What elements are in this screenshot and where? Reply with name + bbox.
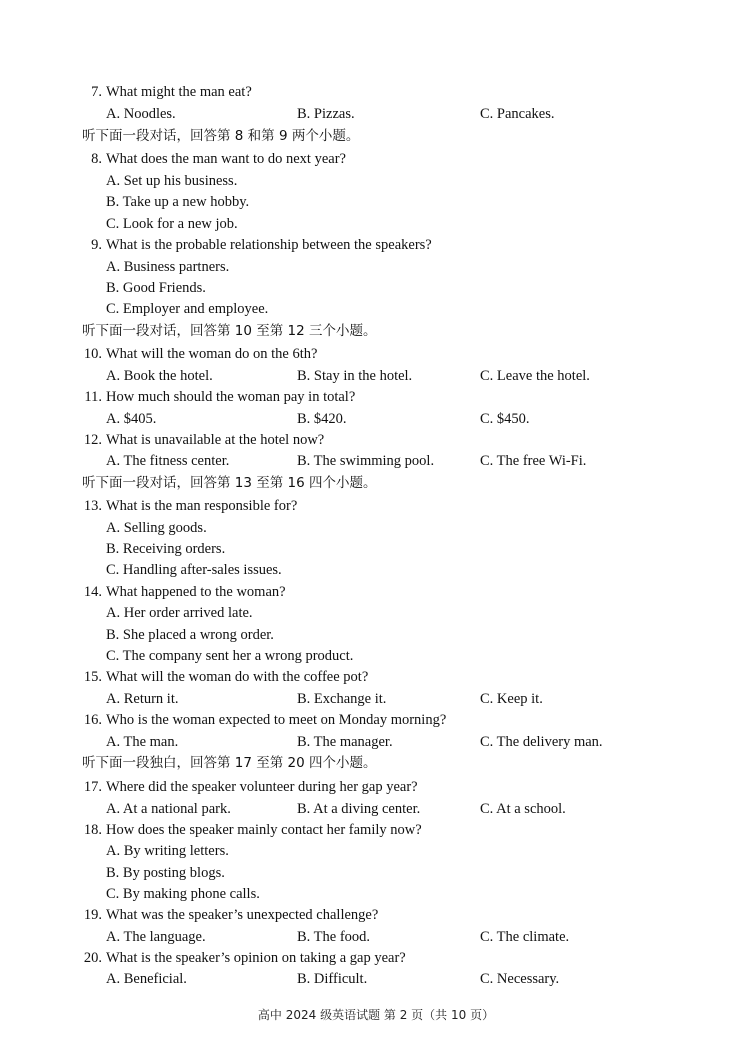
option-a: A. By writing letters. <box>106 843 229 859</box>
question-7 <box>0 81 752 103</box>
option-row <box>0 602 752 624</box>
question-number: 17. <box>83 779 102 795</box>
option-row <box>0 256 752 278</box>
section-instruction-text: 听下面一段对话，回答第 8 和第 9 两个小题。 <box>82 128 360 144</box>
question-16 <box>0 709 752 731</box>
option-b: B. The food. <box>297 929 371 945</box>
section-instruction-text: 听下面一段对话，回答第 10 至第 12 三个小题。 <box>82 323 377 339</box>
question-14 <box>0 581 752 603</box>
question-19 <box>0 904 752 926</box>
section-instruction <box>0 752 752 774</box>
question-text: How does the speaker mainly contact her family now? <box>106 822 422 838</box>
question-12 <box>0 429 752 451</box>
question-number: 19. <box>83 907 102 923</box>
question-number: 20. <box>83 950 102 966</box>
option-b: B. Receiving orders. <box>106 541 226 557</box>
option-c: C. At a school. <box>480 801 566 817</box>
option-row <box>0 883 752 905</box>
question-text: What will the woman do with the coffee pot? <box>106 669 369 685</box>
options-row <box>0 450 752 472</box>
question-text: Who is the woman expected to meet on Monday morning? <box>106 712 447 728</box>
question-9 <box>0 234 752 256</box>
option-c: C. Look for a new job. <box>106 216 238 232</box>
section-instruction-text: 听下面一段对话，回答第 13 至第 16 四个小题。 <box>82 475 377 491</box>
options-row <box>0 798 752 820</box>
option-a: A. Noodles. <box>106 106 176 122</box>
option-c: C. The climate. <box>480 929 570 945</box>
question-number: 7. <box>91 84 102 100</box>
option-a: A. Set up his business. <box>106 173 238 189</box>
option-c: C. The delivery man. <box>480 734 603 750</box>
page-footer: 高中 2024 级英语试题 第 2 页（共 10 页） <box>257 1008 495 1022</box>
question-20 <box>0 947 752 969</box>
option-c: C. Handling after-sales issues. <box>106 562 282 578</box>
option-a: A. Beneficial. <box>106 971 187 987</box>
question-number: 10. <box>83 346 102 362</box>
option-c: C. Pancakes. <box>480 106 555 122</box>
question-number: 11. <box>84 389 102 405</box>
option-a: A. Book the hotel. <box>106 368 213 384</box>
option-b: B. At a diving center. <box>297 801 421 817</box>
option-c: C. Leave the hotel. <box>480 368 590 384</box>
option-row <box>0 191 752 213</box>
option-c: C. Necessary. <box>480 971 560 987</box>
options-row <box>0 365 752 387</box>
question-number: 18. <box>83 822 102 838</box>
question-text: What might the man eat? <box>106 84 252 100</box>
options-row <box>0 408 752 430</box>
option-b: B. Exchange it. <box>297 691 387 707</box>
option-row <box>0 624 752 646</box>
option-b: B. Pizzas. <box>297 106 355 122</box>
options-row <box>0 731 752 753</box>
question-11 <box>0 386 752 408</box>
option-a: A. Her order arrived late. <box>106 605 253 621</box>
option-a: A. The fitness center. <box>106 453 230 469</box>
question-number: 13. <box>83 498 102 514</box>
options-row <box>0 103 752 125</box>
option-c: C. The free Wi-Fi. <box>480 453 587 469</box>
section-instruction-text: 听下面一段独白，回答第 17 至第 20 四个小题。 <box>82 755 377 771</box>
option-row <box>0 862 752 884</box>
question-number: 9. <box>91 237 102 253</box>
options-row <box>0 968 752 990</box>
option-a: A. Return it. <box>106 691 179 707</box>
option-row <box>0 840 752 862</box>
option-row <box>0 298 752 320</box>
option-a: A. Selling goods. <box>106 520 207 536</box>
option-a: A. $405. <box>106 411 157 427</box>
question-number: 12. <box>83 432 102 448</box>
question-text: What is the man responsible for? <box>106 498 298 514</box>
question-8 <box>0 148 752 170</box>
option-c: C. By making phone calls. <box>106 886 260 902</box>
option-a: A. The language. <box>106 929 206 945</box>
option-row <box>0 213 752 235</box>
option-row <box>0 170 752 192</box>
section-instruction <box>0 472 752 494</box>
question-text: What will the woman do on the 6th? <box>106 346 318 362</box>
option-b: B. She placed a wrong order. <box>106 627 274 643</box>
section-instruction <box>0 320 752 342</box>
option-row <box>0 645 752 667</box>
question-text: What is the probable relationship between the speakers? <box>106 237 432 253</box>
option-b: B. Good Friends. <box>106 280 206 296</box>
option-a: A. Business partners. <box>106 259 230 275</box>
option-a: A. The man. <box>106 734 179 750</box>
question-text: What is the speaker’s opinion on taking a gap year? <box>106 950 406 966</box>
option-row <box>0 277 752 299</box>
question-13 <box>0 495 752 517</box>
question-17 <box>0 776 752 798</box>
section-instruction <box>0 125 752 147</box>
question-text: How much should the woman pay in total? <box>106 389 356 405</box>
option-b: B. By posting blogs. <box>106 865 225 881</box>
options-row <box>0 926 752 948</box>
option-b: B. Take up a new hobby. <box>106 194 250 210</box>
question-text: Where did the speaker volunteer during her gap year? <box>106 779 418 795</box>
question-number: 14. <box>83 584 102 600</box>
option-c: C. Keep it. <box>480 691 543 707</box>
question-18 <box>0 819 752 841</box>
question-text: What happened to the woman? <box>106 584 286 600</box>
question-number: 16. <box>83 712 102 728</box>
option-row <box>0 538 752 560</box>
option-row <box>0 559 752 581</box>
option-b: B. $420. <box>297 411 347 427</box>
options-row <box>0 688 752 710</box>
question-10 <box>0 343 752 365</box>
question-text: What is unavailable at the hotel now? <box>106 432 325 448</box>
option-row <box>0 517 752 539</box>
question-number: 15. <box>83 669 102 685</box>
option-b: B. Difficult. <box>297 971 368 987</box>
question-text: What does the man want to do next year? <box>106 151 346 167</box>
question-number: 8. <box>91 151 102 167</box>
question-15 <box>0 666 752 688</box>
option-c: C. $450. <box>480 411 530 427</box>
question-text: What was the speaker’s unexpected challenge? <box>106 907 379 923</box>
option-a: A. At a national park. <box>106 801 231 817</box>
option-b: B. The manager. <box>297 734 393 750</box>
option-c: C. Employer and employee. <box>106 301 269 317</box>
option-b: B. Stay in the hotel. <box>297 368 413 384</box>
option-b: B. The swimming pool. <box>297 453 435 469</box>
option-c: C. The company sent her a wrong product. <box>106 648 354 664</box>
